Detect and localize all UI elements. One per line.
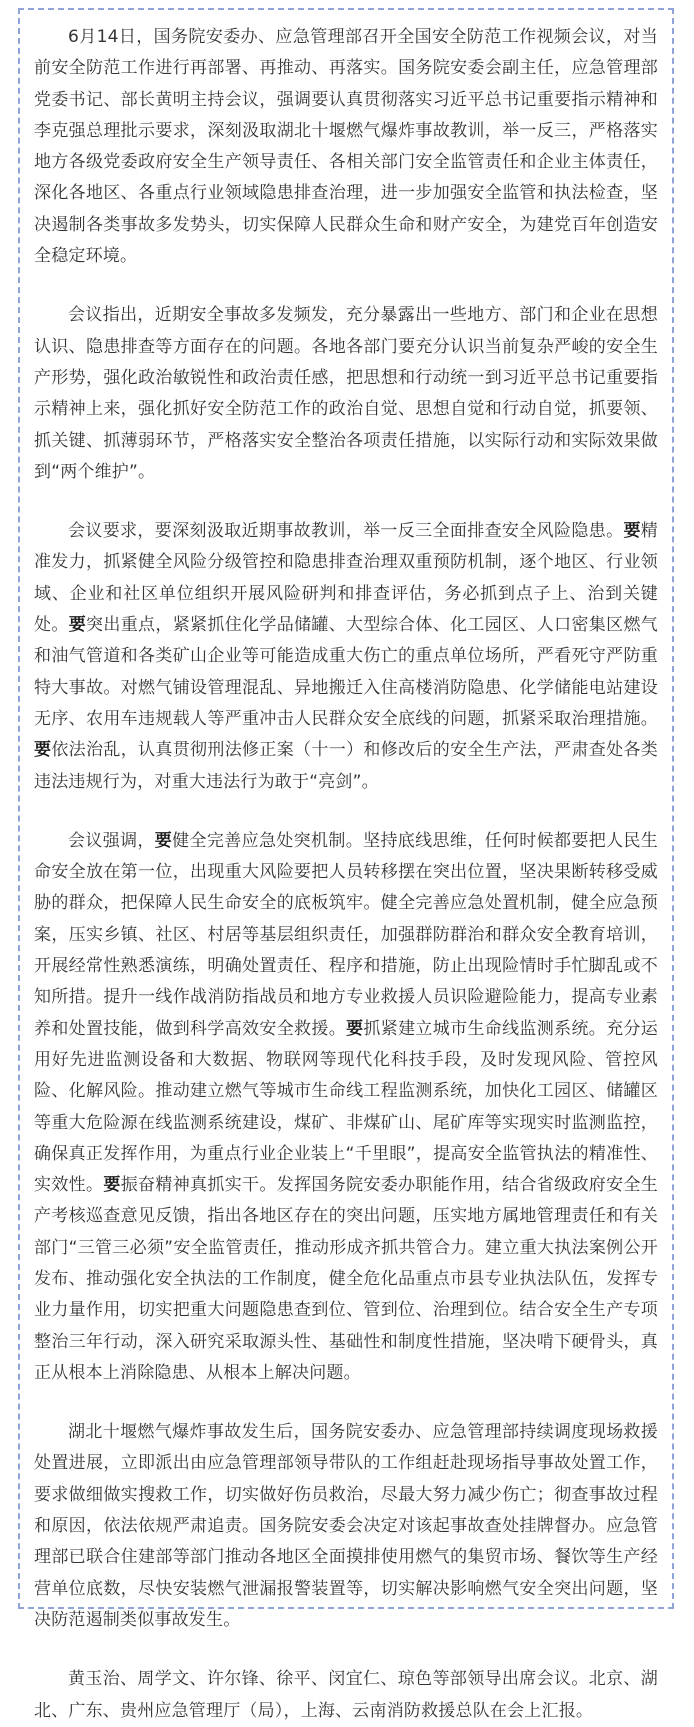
paragraph-3	[34, 516, 658, 798]
paragraph-4-text-b: 健全完善应急处突机制。坚持底线思维，任何时候都要把人民生命安全放在第一位，出现重大风险要把人员转移摆在突出位置，坚决果断转移受威胁的群众，把保障人民生命安全的底板筑牢。健全完善应急处置机制，健全应急预案，压实乡镇、社区、村居等基层组织责任，加强群防群治和群众安全教育培训，开展经常性熟悉演练，明确处置责任、程序和措施，防止出现险情时手忙脚乱或不知所措。提升一线作战消防指战员和地方专业救援人员识险避险能力，提高专业素养和处置技能，做到科学高效安全救援。	[34, 830, 658, 1039]
paragraph-3-text-d: 依法治乱，认真贯彻刑法修正案（十一）和修改后的安全生产法，严肃查处各类违法违规行为，对重大违法行为敢于“亮剑”。	[34, 740, 659, 792]
emphasis-yao: 要	[34, 740, 52, 761]
emphasis-yao: 要	[103, 1175, 121, 1196]
paragraph-4-text-d: 振奋精神真抓实干。发挥国务院安委办职能作用，结合省级政府安全生产考核巡查意见反馈，指出各地区存在的突出问题，压实地方属地管理责任和有关部门“三管三必须”安全监管责任，推动形成齐抓共管合力。建立重大执法案例公开发布、推动强化安全执法的工作制度，健全危化品重点市县专业执法队伍，发挥专业力量作用，切实把重大问题隐患查到位、管到位、治理到位。结合安全生产专项整治三年行动，深入研究采取源头性、基础性和制度性措施，坚决啃下硬骨头，真正从根本上消除隐患、从根本上解决问题。	[34, 1175, 658, 1383]
paragraph-3-text-a: 会议要求，要深刻汲取近期事故教训，举一反三全面排查安全风险隐患。	[68, 521, 624, 542]
paragraph-1: 6月14日，国务院安委办、应急管理部召开全国安全防范工作视频会议，对当前安全防范工作进行再部署、再推动、再落实。国务院安委会副主任，应急管理部党委书记、部长黄明主持会议，强调要认真贯彻落实习近平总书记重要指示精神和李克强总理批示要求，深刻汲取湖北十堰燃气爆炸事故教训，举一反三，严格落实地方各级党委政府安全生产领导责任、各相关部门安全监管责任和企业主体责任，深化各地区、各重点行业领域隐患排查治理，进一步加强安全监管和执法检查，坚决遏制各类事故多发势头，切实保障人民群众生命和财产安全，为建党百年创造安全稳定环境。	[34, 27, 658, 267]
emphasis-yao: 要	[154, 830, 173, 851]
paragraph-5: 湖北十堰燃气爆炸事故发生后，国务院安委办、应急管理部持续调度现场救援处置进展，立即派出由应急管理部领导带队的工作组赶赴现场指导事故处置工作，要求做细做实搜救工作，切实做好伤员救治，尽最大努力减少伤亡；彻查事故过程和原因，依法依规严肃追责。国务院安委会决定对该起事故查处挂牌督办。应急管理部已联合住建部等部门推动各地区全面摸排使用燃气的集贸市场、餐饮等生产经营单位底数，尽快安装燃气泄漏报警装置等，切实解决影响燃气安全突出问题，坚决防范遏制类似事故发生。	[34, 1422, 658, 1630]
emphasis-yao: 要	[623, 521, 641, 542]
paragraph-4-text-c: 抓紧建立城市生命线监测系统。充分运用好先进监测设备和大数据、物联网等现代化科技手段，及时发现风险、管控风险、化解风险。推动建立燃气等城市生命线工程监测系统，加快化工园区、储罐区等重大危险源在线监测系统建设，煤矿、非煤矿山、尾矿库等实现实时监测监控，确保真正发挥作用，为重点行业企业装上“千里眼”，提高安全监管执法的精准性、实效性。	[34, 1018, 658, 1196]
paragraph-2: 会议指出，近期安全事故多发频发，充分暴露出一些地方、部门和企业在思想认识、隐患排查等方面存在的问题。各地各部门要充分认识当前复杂严峻的安全生产形势，强化政治敏锐性和政治责任感，把思想和行动统一到习近平总书记重要指示精神上来，强化抓好安全防范工作的政治自觉、思想自觉和行动自觉，抓要领、抓关键、抓薄弱环节，严格落实安全整治各项责任措施，以实际行动和实际效果做到“两个维护”。	[34, 305, 658, 482]
emphasis-yao: 要	[68, 615, 87, 636]
article-body	[34, 22, 658, 1727]
paragraph-4	[34, 826, 658, 1389]
paragraph-6: 黄玉治、周学文、许尔锋、徐平、闵宜仁、琼色等部领导出席会议。北京、湖北、广东、贵州应急管理厅（局），上海、云南消防救援总队在会上汇报。	[34, 1669, 658, 1721]
paragraph-3-text-b: 精准发力，抓紧健全风险分级管控和隐患排查治理双重预防机制，逐个地区、行业领域、企业和社区单位组织开展风险研判和排查评估，务必抓到点子上、治到关键处。	[34, 521, 658, 636]
paragraph-4-text-a: 会议强调，	[68, 830, 155, 851]
emphasis-yao: 要	[346, 1018, 364, 1039]
paragraph-3-text-c: 突出重点，紧紧抓住化学品储罐、大型综合体、化工园区、人口密集区燃气和油气管道和各类矿山企业等可能造成重大伤亡的重点单位场所，严看死守严防重特大事故。对燃气铺设管理混乱、异地搬迁入住高楼消防隐患、化学储能电站建设无序、农用车违规载人等严重冲击人民群众安全底线的问题，抓紧采取治理措施。	[34, 615, 659, 729]
